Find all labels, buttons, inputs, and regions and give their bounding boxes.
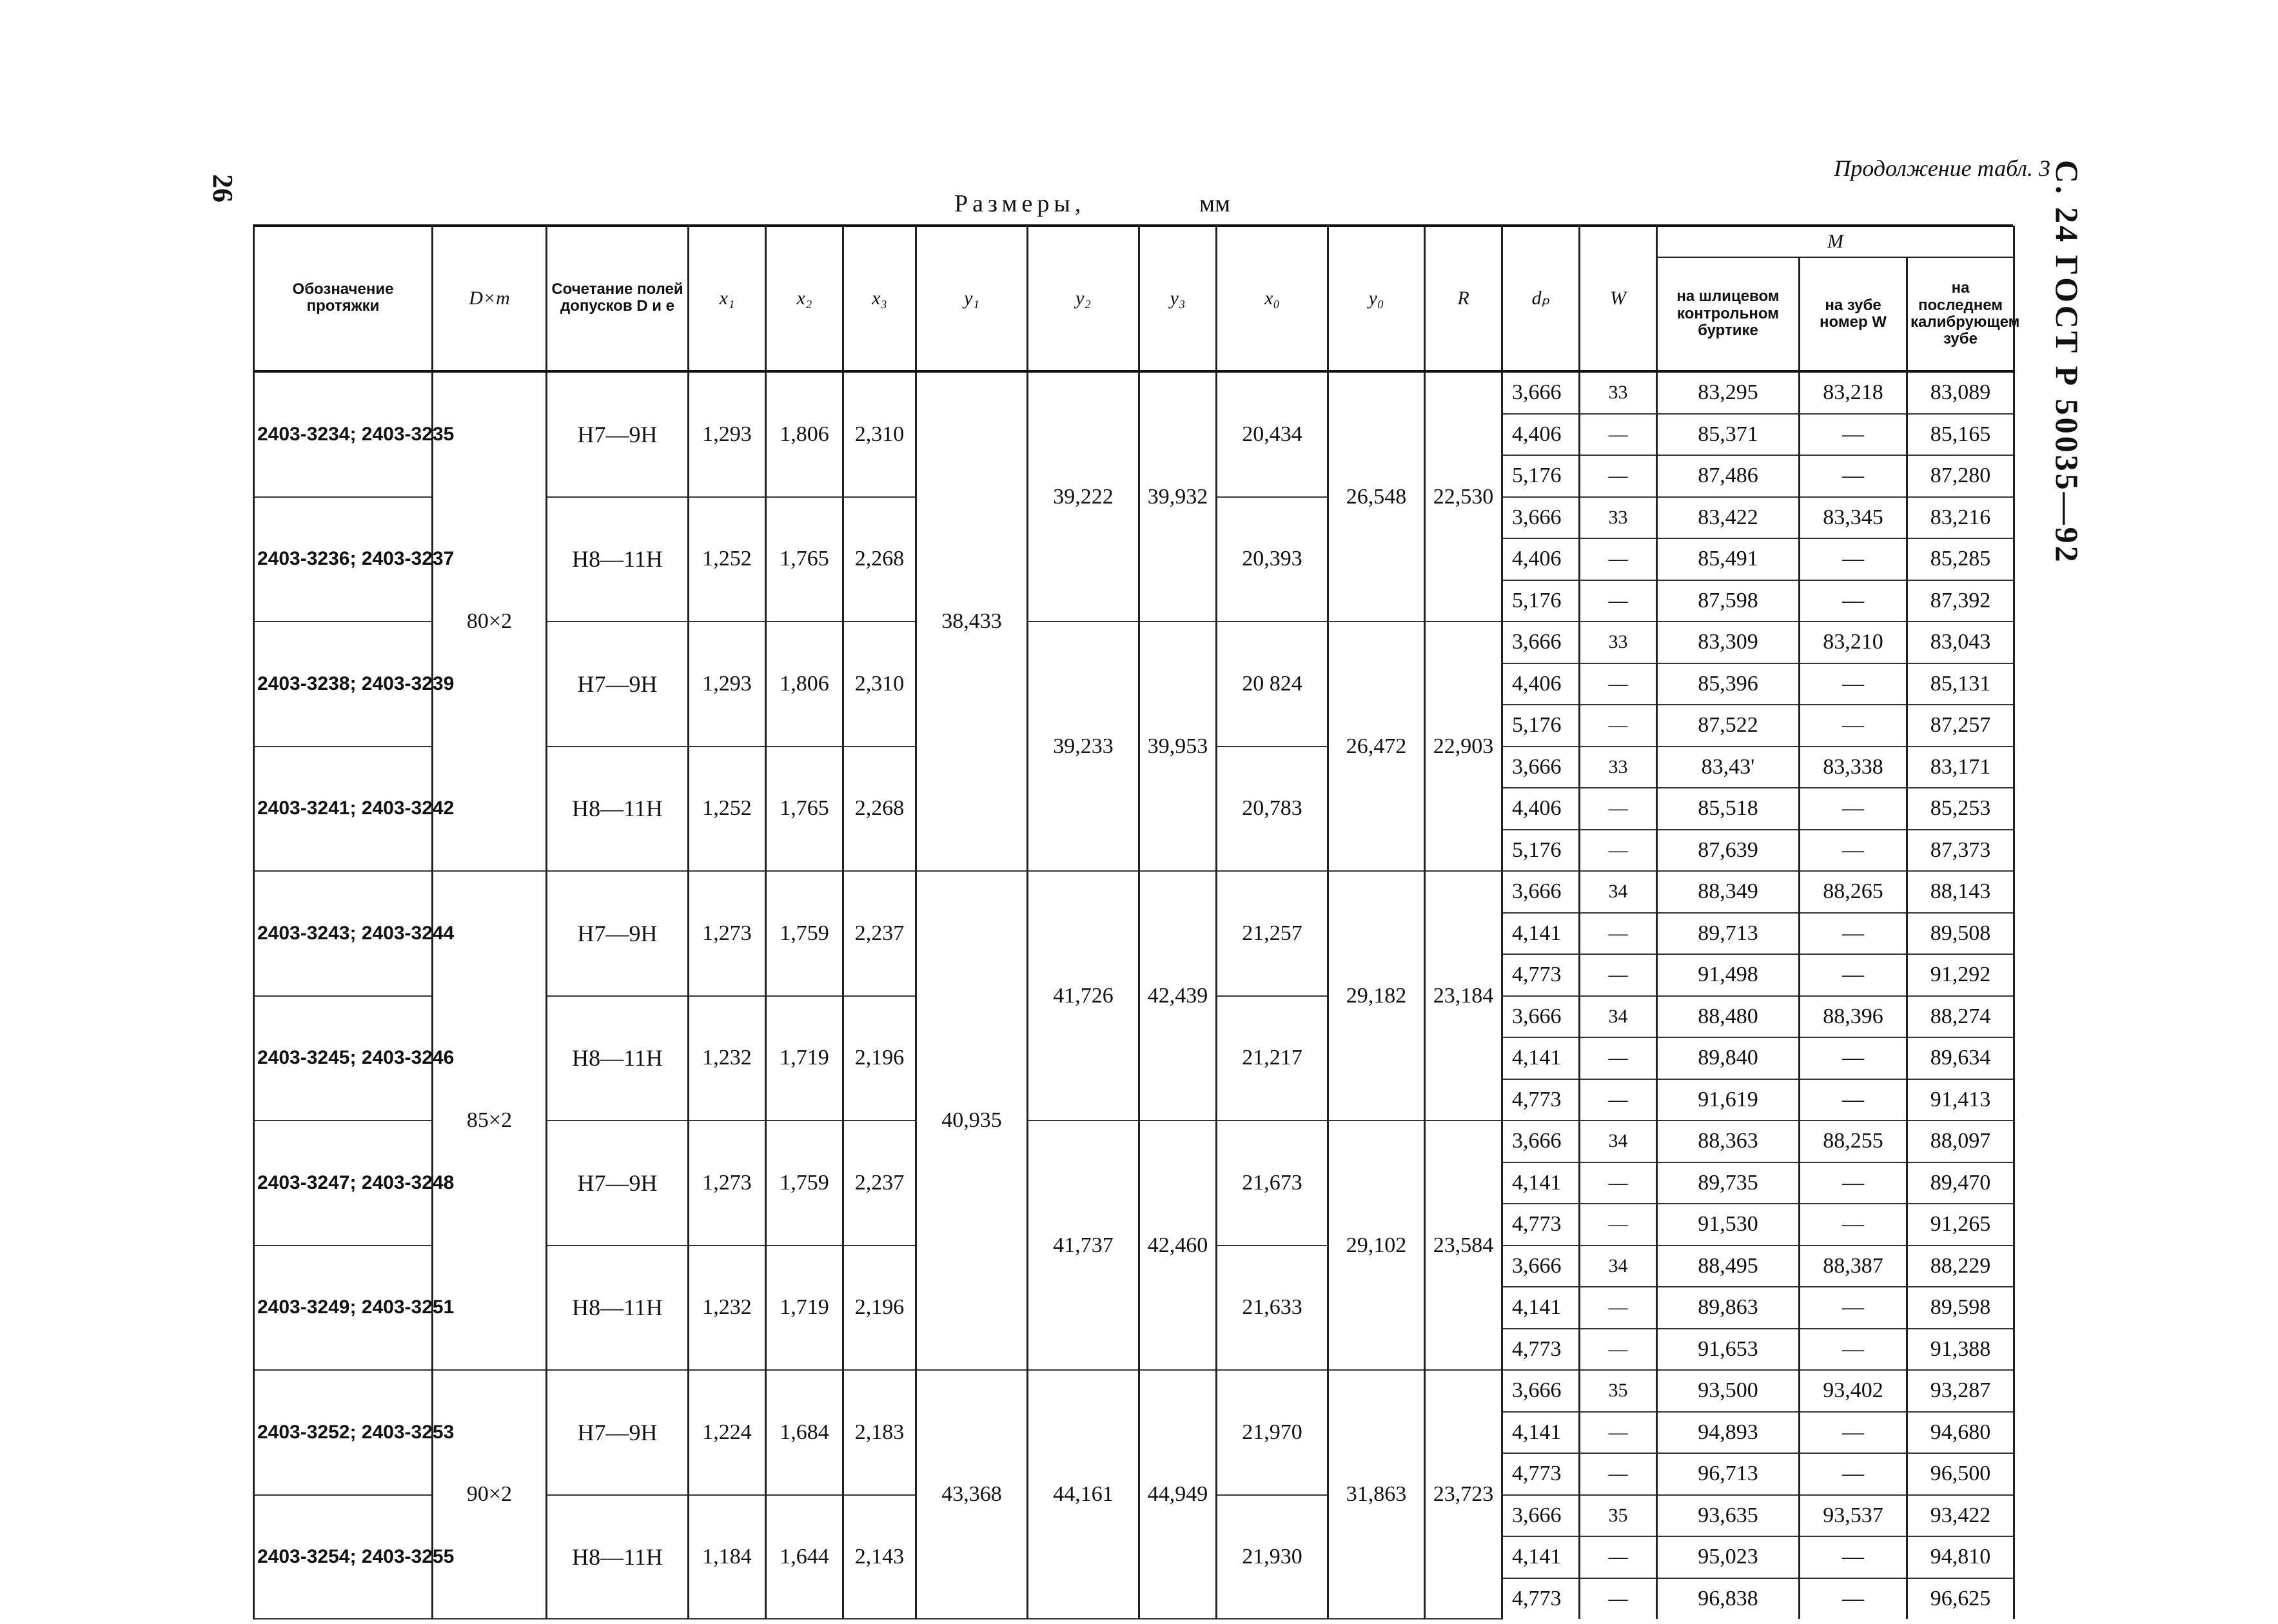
value-y2: 44,161 [1028,1370,1139,1619]
value-y3: 42,460 [1139,1120,1217,1370]
value-w: — [1580,830,1657,872]
value-m-tooth-w: — [1800,455,1907,497]
value-w: 33 [1580,747,1657,788]
value-m-collar: 87,522 [1657,705,1800,747]
value-m-collar: 85,371 [1657,414,1800,456]
value-dp: 4,773 [1502,1204,1580,1246]
value-dp: 5,176 [1502,580,1580,622]
broach-designation: 2403-3243; 2403-3244 [254,871,433,996]
value-m-last-tooth: 91,413 [1907,1079,2014,1121]
col-y3: y₃ [1139,226,1217,371]
value-m-last-tooth: 88,097 [1907,1120,2014,1162]
value-x0: 21,257 [1217,871,1328,996]
value-dp: 5,176 [1502,830,1580,872]
units-caption-label: Размеры, [954,190,1086,217]
value-w: 33 [1580,371,1657,414]
value-x1: 1,224 [689,1370,766,1495]
value-x1: 1,252 [689,497,766,622]
value-m-collar: 93,500 [1657,1370,1800,1412]
value-dp: 4,773 [1502,1453,1580,1495]
value-dp: 3,666 [1502,747,1580,788]
broach-designation: 2403-3254; 2403-3255 [254,1495,433,1619]
value-x1: 1,184 [689,1495,766,1619]
value-m-tooth-w: — [1800,1079,1907,1121]
value-m-tooth-w: — [1800,1162,1907,1204]
value-m-tooth-w: — [1800,1204,1907,1246]
value-m-tooth-w: 83,345 [1800,497,1907,539]
value-m-tooth-w: 83,210 [1800,621,1907,663]
value-m-tooth-w: — [1800,788,1907,830]
broach-designation: 2403-3238; 2403-3239 [254,621,433,747]
value-x3: 2,237 [843,871,916,996]
value-m-collar: 89,713 [1657,913,1800,955]
value-m-last-tooth: 96,500 [1907,1453,2014,1495]
value-m-collar: 87,639 [1657,830,1800,872]
value-m-collar: 87,598 [1657,580,1800,622]
value-x3: 2,268 [843,497,916,622]
tolerance-combination: H8—11H [547,1495,689,1619]
value-x1: 1,252 [689,747,766,872]
value-m-tooth-w: — [1800,414,1907,456]
value-m-tooth-w: — [1800,1412,1907,1454]
diameter-module: 85×2 [433,871,547,1370]
page-number: 26 [207,174,239,202]
value-y0: 26,472 [1328,621,1425,871]
value-m-collar: 91,530 [1657,1204,1800,1246]
value-w: 33 [1580,497,1657,539]
value-m-last-tooth: 83,043 [1907,621,2014,663]
value-w: 34 [1580,1246,1657,1287]
table-continuation-note: Продолжение табл. 3 [1834,155,2050,181]
value-x0: 20 824 [1217,621,1328,747]
col-r: R [1425,226,1502,371]
value-m-last-tooth: 91,265 [1907,1204,2014,1246]
value-dp: 5,176 [1502,705,1580,747]
value-m-tooth-w: 83,338 [1800,747,1907,788]
col-x0: x₀ [1217,226,1328,371]
value-m-collar: 88,349 [1657,871,1800,913]
value-m-last-tooth: 94,810 [1907,1536,2014,1578]
value-m-last-tooth: 89,470 [1907,1162,2014,1204]
value-m-tooth-w: — [1800,1287,1907,1329]
value-x0: 20,393 [1217,497,1328,622]
tolerance-combination: H7—9H [547,1120,689,1246]
value-x2: 1,759 [766,871,843,996]
broach-designation: 2403-3252; 2403-3253 [254,1370,433,1495]
value-m-tooth-w: — [1800,580,1907,622]
col-m-last-tooth: на последнем калибрующем зубе [1907,257,2014,371]
table-row [254,371,2014,414]
value-y0: 26,548 [1328,371,1425,621]
value-dp: 4,773 [1502,954,1580,996]
broach-designation: 2403-3234; 2403-3235 [254,371,433,497]
value-m-last-tooth: 85,285 [1907,538,2014,580]
standard-designation: С. 24 ГОСТ Р 50035—92 [2049,160,2085,565]
tolerance-combination: H7—9H [547,371,689,497]
value-w: — [1580,1453,1657,1495]
value-m-collar: 94,893 [1657,1412,1800,1454]
value-m-tooth-w: — [1800,705,1907,747]
value-x2: 1,719 [766,1246,843,1371]
units-caption [954,190,1257,218]
value-dp: 4,773 [1502,1578,1580,1619]
tolerance-combination: H8—11H [547,996,689,1121]
value-w: 34 [1580,1120,1657,1162]
value-m-collar: 95,023 [1657,1536,1800,1578]
value-x1: 1,232 [689,996,766,1121]
value-w: 35 [1580,1495,1657,1537]
value-m-last-tooth: 94,680 [1907,1412,2014,1454]
value-y3: 39,953 [1139,621,1217,871]
value-m-last-tooth: 83,171 [1907,747,2014,788]
value-m-collar: 88,480 [1657,996,1800,1038]
value-m-collar: 85,518 [1657,788,1800,830]
col-m-collar: на шлицевом контрольном буртике [1657,257,1800,371]
value-y3: 39,932 [1139,371,1217,621]
broach-designation: 2403-3247; 2403-3248 [254,1120,433,1246]
value-x0: 21,673 [1217,1120,1328,1246]
broach-dimensions-table [253,226,2020,1619]
value-m-last-tooth: 87,373 [1907,830,2014,872]
value-x2: 1,806 [766,621,843,747]
value-m-collar: 89,863 [1657,1287,1800,1329]
value-m-last-tooth: 89,598 [1907,1287,2014,1329]
value-w: — [1580,1079,1657,1121]
value-m-tooth-w: — [1800,1578,1907,1619]
value-m-last-tooth: 88,274 [1907,996,2014,1038]
value-m-tooth-w: — [1800,913,1907,955]
value-x3: 2,143 [843,1495,916,1619]
col-w: W [1580,226,1657,371]
col-x3: x₃ [843,226,916,371]
value-dp: 3,666 [1502,1246,1580,1287]
value-dp: 3,666 [1502,621,1580,663]
value-dp: 4,141 [1502,1536,1580,1578]
value-y1: 40,935 [916,871,1028,1370]
value-m-collar: 83,295 [1657,371,1800,414]
value-w: — [1580,663,1657,705]
value-w: 34 [1580,871,1657,913]
value-m-collar: 91,653 [1657,1329,1800,1371]
broach-designation: 2403-3245; 2403-3246 [254,996,433,1121]
value-m-collar: 89,735 [1657,1162,1800,1204]
value-m-last-tooth: 91,388 [1907,1329,2014,1371]
value-w: — [1580,1162,1657,1204]
value-dp: 3,666 [1502,871,1580,913]
value-m-collar: 83,309 [1657,621,1800,663]
value-m-collar: 88,495 [1657,1246,1800,1287]
value-x0: 21,633 [1217,1246,1328,1371]
value-m-last-tooth: 89,634 [1907,1037,2014,1079]
value-dp: 4,406 [1502,538,1580,580]
diameter-module: 90×2 [433,1370,547,1619]
value-m-last-tooth: 83,216 [1907,497,2014,539]
value-m-tooth-w: — [1800,538,1907,580]
value-w: — [1580,1412,1657,1454]
value-m-collar: 96,713 [1657,1453,1800,1495]
value-m-last-tooth: 85,253 [1907,788,2014,830]
value-x3: 2,310 [843,621,916,747]
value-m-tooth-w: — [1800,1037,1907,1079]
value-m-collar: 85,491 [1657,538,1800,580]
table-row [254,871,2014,913]
col-y1: y₁ [916,226,1028,371]
col-y2: y₂ [1028,226,1139,371]
col-group-m: M [1657,226,2014,257]
value-y2: 41,737 [1028,1120,1139,1370]
value-x0: 21,970 [1217,1370,1328,1495]
value-y0: 29,102 [1328,1120,1425,1370]
value-m-last-tooth: 93,287 [1907,1370,2014,1412]
value-dp: 4,406 [1502,414,1580,456]
value-x0: 21,930 [1217,1495,1328,1619]
value-m-collar: 85,396 [1657,663,1800,705]
value-w: 34 [1580,996,1657,1038]
value-dp: 3,666 [1502,996,1580,1038]
value-dp: 3,666 [1502,1495,1580,1537]
value-y0: 29,182 [1328,871,1425,1120]
value-x3: 2,196 [843,1246,916,1371]
value-x2: 1,719 [766,996,843,1121]
value-m-collar: 91,619 [1657,1079,1800,1121]
tolerance-combination: H7—9H [547,621,689,747]
value-m-tooth-w: 83,218 [1800,371,1907,414]
value-m-tooth-w: 88,265 [1800,871,1907,913]
value-r: 22,530 [1425,371,1502,621]
value-w: — [1580,913,1657,955]
value-x2: 1,765 [766,747,843,872]
value-x0: 20,434 [1217,371,1328,497]
col-x1: x₁ [689,226,766,371]
value-dp: 4,773 [1502,1329,1580,1371]
value-w: — [1580,580,1657,622]
value-x2: 1,806 [766,371,843,497]
value-x2: 1,644 [766,1495,843,1619]
value-dp: 5,176 [1502,455,1580,497]
value-y3: 44,949 [1139,1370,1217,1619]
value-m-tooth-w: — [1800,1329,1907,1371]
value-y2: 39,233 [1028,621,1139,871]
value-m-last-tooth: 87,392 [1907,580,2014,622]
value-r: 23,723 [1425,1370,1502,1619]
value-y0: 31,863 [1328,1370,1425,1619]
value-r: 23,184 [1425,871,1502,1120]
value-w: — [1580,705,1657,747]
diameter-module: 80×2 [433,371,547,871]
value-dp: 4,773 [1502,1079,1580,1121]
value-x2: 1,684 [766,1370,843,1495]
value-m-last-tooth: 89,508 [1907,913,2014,955]
value-dp: 3,666 [1502,371,1580,414]
tolerance-combination: H7—9H [547,871,689,996]
value-m-tooth-w: — [1800,954,1907,996]
value-m-collar: 83,422 [1657,497,1800,539]
value-x1: 1,273 [689,1120,766,1246]
value-x3: 2,183 [843,1370,916,1495]
value-x3: 2,268 [843,747,916,872]
value-m-tooth-w: 93,402 [1800,1370,1907,1412]
value-m-tooth-w: — [1800,663,1907,705]
value-dp: 4,406 [1502,663,1580,705]
value-x3: 2,310 [843,371,916,497]
value-dp: 4,141 [1502,913,1580,955]
value-dp: 4,406 [1502,788,1580,830]
broach-designation: 2403-3236; 2403-3237 [254,497,433,622]
value-x0: 21,217 [1217,996,1328,1121]
tolerance-combination: H8—11H [547,1246,689,1371]
value-w: — [1580,538,1657,580]
value-x0: 20,783 [1217,747,1328,872]
value-m-tooth-w: — [1800,1453,1907,1495]
value-dp: 4,141 [1502,1412,1580,1454]
table-body [254,371,2014,1619]
value-y2: 39,222 [1028,371,1139,621]
value-x2: 1,759 [766,1120,843,1246]
value-m-collar: 91,498 [1657,954,1800,996]
value-m-last-tooth: 83,089 [1907,371,2014,414]
value-x3: 2,237 [843,1120,916,1246]
tolerance-combination: H8—11H [547,747,689,872]
value-y2: 41,726 [1028,871,1139,1120]
value-w: — [1580,1037,1657,1079]
value-m-tooth-w: 93,537 [1800,1495,1907,1537]
value-m-last-tooth: 85,131 [1907,663,2014,705]
value-dp: 4,141 [1502,1162,1580,1204]
value-m-tooth-w: — [1800,1536,1907,1578]
col-dm: D×m [433,226,547,371]
value-x1: 1,232 [689,1246,766,1371]
value-x1: 1,293 [689,371,766,497]
value-x2: 1,765 [766,497,843,622]
value-m-last-tooth: 85,165 [1907,414,2014,456]
value-y1: 43,368 [916,1370,1028,1619]
value-y1: 38,433 [916,371,1028,871]
value-m-collar: 89,840 [1657,1037,1800,1079]
value-m-collar: 83,43' [1657,747,1800,788]
side-running-header [2049,160,2121,565]
value-m-last-tooth: 87,257 [1907,705,2014,747]
value-m-last-tooth: 87,280 [1907,455,2014,497]
value-w: — [1580,1287,1657,1329]
value-m-last-tooth: 93,422 [1907,1495,2014,1537]
value-dp: 4,141 [1502,1287,1580,1329]
col-x2: x₂ [766,226,843,371]
value-m-last-tooth: 88,229 [1907,1246,2014,1287]
value-w: — [1580,954,1657,996]
tolerance-combination: H8—11H [547,497,689,622]
col-y0: y₀ [1328,226,1425,371]
value-x3: 2,196 [843,996,916,1121]
col-tolerance: Сочетание полей допусков D и e [547,226,689,371]
value-m-collar: 93,635 [1657,1495,1800,1537]
value-m-collar: 87,486 [1657,455,1800,497]
value-m-tooth-w: 88,387 [1800,1246,1907,1287]
value-dp: 3,666 [1502,497,1580,539]
table-row [254,1370,2014,1412]
value-w: — [1580,788,1657,830]
value-w: 35 [1580,1370,1657,1412]
value-w: — [1580,455,1657,497]
value-m-last-tooth: 91,292 [1907,954,2014,996]
value-w: — [1580,1536,1657,1578]
value-m-tooth-w: — [1800,830,1907,872]
broach-designation: 2403-3241; 2403-3242 [254,747,433,872]
value-m-tooth-w: 88,396 [1800,996,1907,1038]
value-m-collar: 88,363 [1657,1120,1800,1162]
value-w: 33 [1580,621,1657,663]
value-w: — [1580,414,1657,456]
value-r: 22,903 [1425,621,1502,871]
units-caption-unit: мм [1199,190,1231,217]
col-dp: dₚ [1502,226,1580,371]
value-dp: 3,666 [1502,1120,1580,1162]
value-m-last-tooth: 88,143 [1907,871,2014,913]
value-w: — [1580,1329,1657,1371]
broach-designation: 2403-3249; 2403-3251 [254,1246,433,1371]
col-designation: Обозначение протяжки [254,226,433,371]
value-m-collar: 96,838 [1657,1578,1800,1619]
value-x1: 1,293 [689,621,766,747]
tolerance-combination: H7—9H [547,1370,689,1495]
value-dp: 3,666 [1502,1370,1580,1412]
value-x1: 1,273 [689,871,766,996]
value-m-last-tooth: 96,625 [1907,1578,2014,1619]
value-m-tooth-w: 88,255 [1800,1120,1907,1162]
value-dp: 4,141 [1502,1037,1580,1079]
value-w: — [1580,1204,1657,1246]
value-w: — [1580,1578,1657,1619]
value-y3: 42,439 [1139,871,1217,1120]
value-r: 23,584 [1425,1120,1502,1370]
col-m-tooth-w: на зубе номер W [1800,257,1907,371]
